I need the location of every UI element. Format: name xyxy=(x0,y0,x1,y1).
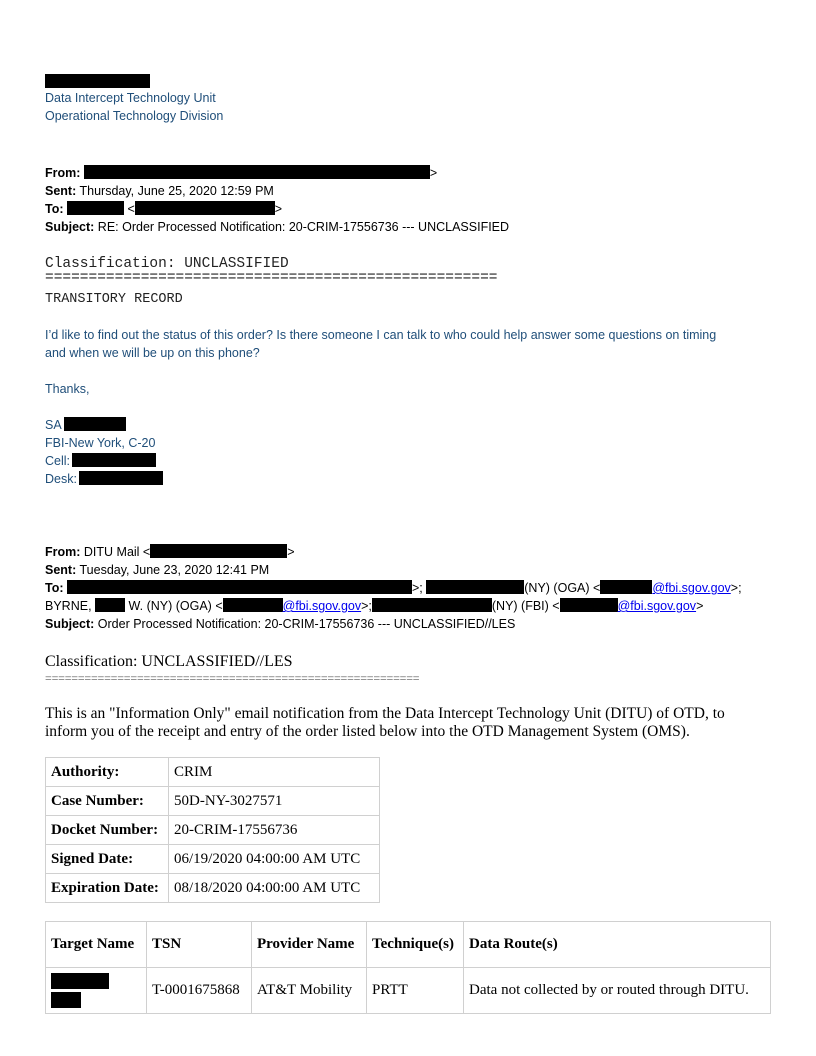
table-row xyxy=(46,787,380,816)
redaction xyxy=(51,992,81,1008)
email2-sent: Sent: Tuesday, June 23, 2020 12:41 PM xyxy=(45,563,270,577)
redaction xyxy=(72,453,156,467)
info-value: 50D-NY-3027571 xyxy=(169,787,380,816)
info-label: Expiration Date: xyxy=(46,874,169,903)
column-header: Technique(s) xyxy=(367,922,464,968)
technique-cell: PRTT xyxy=(367,968,464,1014)
email1-classification: Classification: UNCLASSIFIED xyxy=(45,256,289,272)
signature-cell: Cell: xyxy=(45,452,156,470)
division-name: Operational Technology Division xyxy=(45,109,224,123)
table-row xyxy=(46,874,380,903)
redaction xyxy=(560,598,618,612)
email1-body-line1: I’d like to find out the status of this order? Is there someone I can talk to who could help answer some questions on timing xyxy=(45,328,717,342)
info-value: 08/18/2020 04:00:00 AM UTC xyxy=(169,874,380,903)
column-header: Provider Name xyxy=(252,922,367,968)
info-label: Authority: xyxy=(46,758,169,787)
info-label: Signed Date: xyxy=(46,845,169,874)
email1-body-line2: and when we will be up on this phone? xyxy=(45,346,260,360)
targets-table xyxy=(45,921,771,1014)
data-route-cell: Data not collected by or routed through DITU. xyxy=(464,968,771,1014)
redaction xyxy=(600,580,652,594)
redaction xyxy=(67,580,412,594)
order-info-table xyxy=(45,757,380,903)
redaction xyxy=(84,165,192,179)
email2-body-line1: This is an "Information Only" email notification from the Data Intercept Technology Unit (DITU) of OTD, to xyxy=(45,705,725,722)
email1-thanks: Thanks, xyxy=(45,382,90,396)
signature-office: FBI-New York, C-20 xyxy=(45,436,156,450)
table-row xyxy=(46,845,380,874)
email2-body-line2: inform you of the receipt and entry of the order listed below into the OTD Management System (OMS). xyxy=(45,723,690,740)
column-header: TSN xyxy=(147,922,252,968)
info-label: Docket Number: xyxy=(46,816,169,845)
redaction xyxy=(223,598,283,612)
unit-name: Data Intercept Technology Unit xyxy=(45,91,216,105)
email1-from: From: > xyxy=(45,166,438,180)
email1-divider: ==================================================== xyxy=(45,270,498,286)
email2-classification: Classification: UNCLASSIFIED//LES xyxy=(45,653,293,670)
redaction xyxy=(192,165,430,179)
email1-to: To: < > xyxy=(45,202,283,216)
target-name-cell xyxy=(46,968,147,1014)
signature-sa: SA xyxy=(45,416,126,434)
transitory-record: TRANSITORY RECORD xyxy=(45,292,183,307)
email-link[interactable]: @fbi.sgov.gov xyxy=(617,599,697,613)
redaction xyxy=(150,544,287,558)
redaction xyxy=(426,580,524,594)
redaction xyxy=(135,201,275,215)
email1-sent: Sent: Thursday, June 25, 2020 12:59 PM xyxy=(45,184,274,198)
redaction xyxy=(67,201,124,215)
email2-to: To: >; (NY) (OGA) < @fbi.sgov.gov>; xyxy=(45,581,742,595)
redaction xyxy=(64,417,126,431)
column-header: Data Route(s) xyxy=(464,922,771,968)
redaction xyxy=(95,598,125,612)
info-value: CRIM xyxy=(169,758,380,787)
email1-subject: Subject: RE: Order Processed Notification: 20-CRIM-17556736 --- UNCLASSIFIED xyxy=(45,220,510,234)
redaction xyxy=(51,973,109,989)
table-header-row xyxy=(46,922,771,968)
email2-to-line2: BYRNE, W. (NY) (OGA) < @fbi.sgov.gov>; (NY) (FBI) < @fbi.sgov.gov> xyxy=(45,599,704,613)
table-row xyxy=(46,816,380,845)
email2-from: From: DITU Mail < > xyxy=(45,545,295,559)
email-link[interactable]: @fbi.sgov.gov xyxy=(652,581,731,595)
provider-cell: AT&T Mobility xyxy=(252,968,367,1014)
tsn-cell: T-0001675868 xyxy=(147,968,252,1014)
email2-subject: Subject: Order Processed Notification: 20-CRIM-17556736 --- UNCLASSIFIED//LES xyxy=(45,617,516,631)
info-value: 20-CRIM-17556736 xyxy=(169,816,380,845)
table-row xyxy=(46,758,380,787)
info-label: Case Number: xyxy=(46,787,169,816)
info-value: 06/19/2020 04:00:00 AM UTC xyxy=(169,845,380,874)
redaction xyxy=(372,598,492,612)
email-link[interactable]: @fbi.sgov.gov xyxy=(282,599,362,613)
email2-divider: ========================================================= xyxy=(45,671,420,685)
table-row xyxy=(46,968,771,1014)
signature-desk: Desk: xyxy=(45,470,163,488)
redaction xyxy=(79,471,163,485)
column-header: Target Name xyxy=(46,922,147,968)
